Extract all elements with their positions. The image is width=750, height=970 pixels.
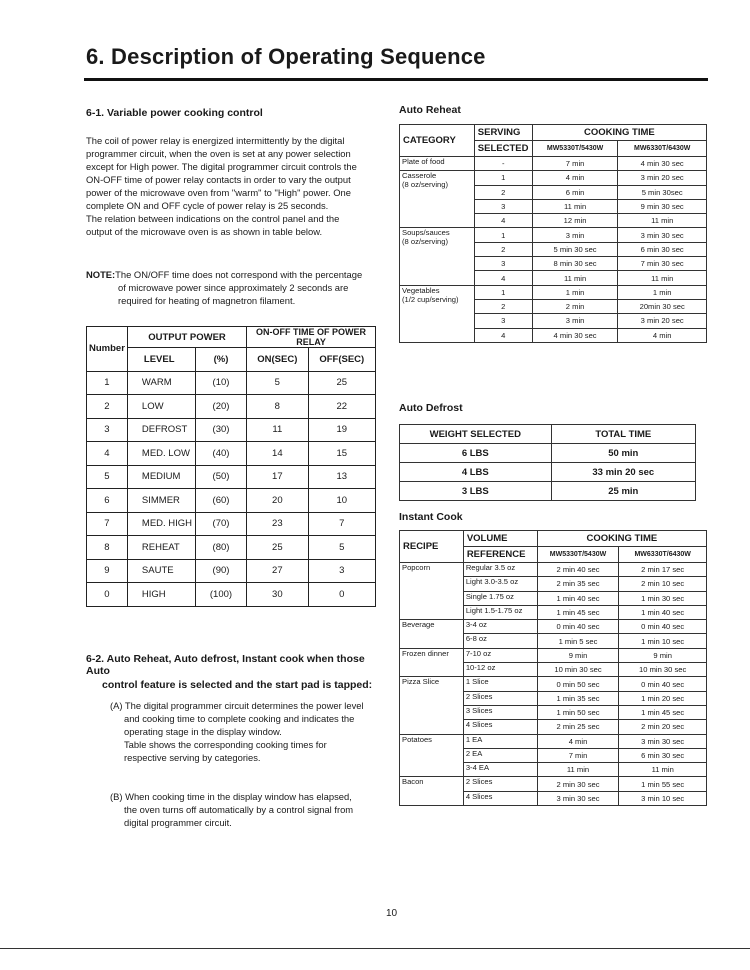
auto-reheat-title: Auto Reheat <box>399 104 461 116</box>
power-on-cell: 27 <box>247 559 308 583</box>
instant-volume-cell: Single 1.75 oz <box>463 591 537 605</box>
reheat-serving-cell: 1 <box>474 171 532 185</box>
instant-time-a-cell: 2 min 40 sec <box>537 563 619 577</box>
reheat-time-b-cell: 3 min 30 sec <box>618 228 707 242</box>
reheat-category-cell <box>400 228 475 285</box>
power-level-cell: REHEAT <box>127 536 195 560</box>
instant-time-a-cell: 9 min <box>537 648 619 662</box>
note-line: of microwave power since approximately 2 seconds are <box>118 282 349 293</box>
instant-row <box>400 777 707 791</box>
reheat-category-name: Plate of food <box>402 157 445 166</box>
power-table-row <box>87 559 376 583</box>
power-on-cell: 11 <box>247 418 308 442</box>
reheat-row <box>400 157 707 171</box>
reheat-category-name: (8 oz/serving) <box>402 237 449 247</box>
reheat-time-b-cell: 6 min 30 sec <box>618 242 707 256</box>
instant-row <box>400 563 707 577</box>
power-number-cell: 6 <box>87 489 128 513</box>
reheat-time-a-cell: 4 min <box>532 171 618 185</box>
reheat-serving-cell: 2 <box>474 185 532 199</box>
instant-time-a-cell: 2 min 30 sec <box>537 777 619 791</box>
reheat-category-name: Vegetables <box>402 285 440 295</box>
reheat-category-name: Soups/sauces <box>402 228 450 238</box>
section-2-heading <box>86 653 386 691</box>
paragraph-line: except for High power. The digital programmer circuit controls the <box>86 161 357 172</box>
power-off-cell: 13 <box>308 465 375 489</box>
power-table-row <box>87 489 376 513</box>
instant-volume-cell: 2 Slices <box>463 777 537 791</box>
power-number-cell: 4 <box>87 442 128 466</box>
power-on-cell: 23 <box>247 512 308 536</box>
a-line: (A) The digital programmer circuit determines the power level <box>110 700 364 711</box>
page-title: 6. Description of Operating Sequence <box>86 44 486 69</box>
instant-time-b-cell: 11 min <box>619 763 707 777</box>
reheat-time-b-cell: 3 min 20 sec <box>618 314 707 328</box>
instant-row <box>400 734 707 748</box>
power-header-pct: (%) <box>195 348 246 372</box>
instant-recipe-cell: Pizza Slice <box>400 677 464 734</box>
instant-time-b-cell: 10 min 30 sec <box>619 663 707 677</box>
instant-time-a-cell: 0 min 40 sec <box>537 620 619 634</box>
power-percent-cell: (80) <box>195 536 246 560</box>
instant-time-a-cell: 3 min 30 sec <box>537 791 619 805</box>
reheat-category-name: (1/2 cup/serving) <box>402 294 459 304</box>
power-header-output: OUTPUT POWER <box>127 327 246 348</box>
reheat-time-b-cell: 11 min <box>618 214 707 228</box>
power-off-cell: 22 <box>308 395 375 419</box>
defrost-header-weight: WEIGHT SELECTED <box>400 425 552 444</box>
power-table-row <box>87 371 376 395</box>
auto-defrost-body <box>400 444 696 501</box>
auto-reheat-body <box>400 157 707 343</box>
paragraph-line: The relation between indications on the control panel and the <box>86 213 340 224</box>
reheat-row <box>400 228 707 242</box>
instant-cook-title: Instant Cook <box>399 511 463 523</box>
reheat-header-serving: SERVING <box>474 125 532 141</box>
power-off-cell: 0 <box>308 583 375 607</box>
instant-time-b-cell: 3 min 10 sec <box>619 791 707 805</box>
instant-volume-cell: 10-12 oz <box>463 663 537 677</box>
power-on-cell: 17 <box>247 465 308 489</box>
paragraph-line: The coil of power relay is energized intermittently by the digital <box>86 135 345 146</box>
reheat-time-a-cell: 12 min <box>532 214 618 228</box>
paragraph-line: complete ON and OFF cycle of power relay is 25 seconds. <box>86 200 329 211</box>
reheat-category-name: (8 oz/serving) <box>402 180 449 190</box>
b-line: (B) When cooking time in the display window has elapsed, <box>110 791 352 802</box>
reheat-time-a-cell: 4 min 30 sec <box>532 328 618 342</box>
power-percent-cell: (100) <box>195 583 246 607</box>
reheat-header-model-a: MW5330T/5430W <box>532 141 618 157</box>
a-line: respective serving by categories. <box>124 752 261 763</box>
power-percent-cell: (40) <box>195 442 246 466</box>
instant-volume-cell: Regular 3.5 oz <box>463 563 537 577</box>
instant-time-a-cell: 1 min 35 sec <box>537 691 619 705</box>
instant-recipe-cell: Potatoes <box>400 734 464 777</box>
instant-time-b-cell: 1 min 40 sec <box>619 605 707 619</box>
instant-time-b-cell: 1 min 20 sec <box>619 691 707 705</box>
paragraph-line: output of the microwave oven is as shown in table below. <box>86 226 323 237</box>
instant-time-a-cell: 0 min 50 sec <box>537 677 619 691</box>
instant-volume-cell: 3-4 EA <box>463 763 537 777</box>
power-level-cell: SAUTE <box>127 559 195 583</box>
power-percent-cell: (90) <box>195 559 246 583</box>
instant-time-b-cell: 1 min 45 sec <box>619 705 707 719</box>
instant-cook-body <box>400 563 707 806</box>
reheat-header-selected: SELECTED <box>474 141 532 157</box>
power-percent-cell: (10) <box>195 371 246 395</box>
reheat-serving-cell: 3 <box>474 314 532 328</box>
defrost-row <box>400 463 696 482</box>
instant-recipe-cell: Popcorn <box>400 563 464 620</box>
instant-volume-cell: 6-8 oz <box>463 634 537 648</box>
instant-time-b-cell: 9 min <box>619 648 707 662</box>
defrost-time-cell: 33 min 20 sec <box>551 463 695 482</box>
power-level-cell: LOW <box>127 395 195 419</box>
power-level-cell: WARM <box>127 371 195 395</box>
instant-header-recipe: RECIPE <box>400 531 464 563</box>
power-table-row <box>87 442 376 466</box>
power-table-row <box>87 536 376 560</box>
power-percent-cell: (70) <box>195 512 246 536</box>
power-off-cell: 25 <box>308 371 375 395</box>
power-percent-cell: (50) <box>195 465 246 489</box>
instant-row <box>400 620 707 634</box>
instant-cook-table <box>399 530 707 806</box>
instant-time-b-cell: 3 min 30 sec <box>619 734 707 748</box>
power-off-cell: 15 <box>308 442 375 466</box>
reheat-category-cell <box>400 171 475 228</box>
instant-time-b-cell: 1 min 55 sec <box>619 777 707 791</box>
power-header-level: LEVEL <box>127 348 195 372</box>
reheat-category-name: Casserole <box>402 171 437 181</box>
instant-volume-cell: Light 1.5-1.75 oz <box>463 605 537 619</box>
instant-header-model-b: MW6330T/6430W <box>619 547 707 563</box>
instant-row <box>400 648 707 662</box>
instant-time-b-cell: 2 min 17 sec <box>619 563 707 577</box>
paragraph-line: programmer circuit, when the oven is set at any power selection <box>86 148 351 159</box>
reheat-time-a-cell: 3 min <box>532 314 618 328</box>
reheat-time-b-cell: 7 min 30 sec <box>618 257 707 271</box>
power-number-cell: 7 <box>87 512 128 536</box>
reheat-serving-cell: 4 <box>474 328 532 342</box>
instant-recipe-cell: Bacon <box>400 777 464 806</box>
power-number-cell: 3 <box>87 418 128 442</box>
power-header-off: OFF(SEC) <box>308 348 375 372</box>
b-line: digital programmer circuit. <box>124 817 232 828</box>
reheat-serving-cell: 3 <box>474 257 532 271</box>
reheat-time-a-cell: 8 min 30 sec <box>532 257 618 271</box>
reheat-time-a-cell: 3 min <box>532 228 618 242</box>
power-level-cell: DEFROST <box>127 418 195 442</box>
reheat-header-cooking: COOKING TIME <box>532 125 706 141</box>
instant-time-b-cell: 6 min 30 sec <box>619 748 707 762</box>
instant-volume-cell: 1 EA <box>463 734 537 748</box>
instant-header-reference: REFERENCE <box>463 547 537 563</box>
instant-row <box>400 677 707 691</box>
instant-time-a-cell: 4 min <box>537 734 619 748</box>
section-2-a <box>110 699 390 764</box>
reheat-header-model-b: MW6330T/6430W <box>618 141 707 157</box>
section-1-paragraph <box>86 134 376 238</box>
power-on-cell: 8 <box>247 395 308 419</box>
auto-reheat-table <box>399 124 707 343</box>
section-1-heading: 6-1. Variable power cooking control <box>86 107 263 119</box>
reheat-row <box>400 171 707 185</box>
reheat-serving-cell: 3 <box>474 199 532 213</box>
power-table-row <box>87 465 376 489</box>
instant-header-cooking: COOKING TIME <box>537 531 706 547</box>
power-level-cell: MED. LOW <box>127 442 195 466</box>
defrost-row <box>400 482 696 501</box>
instant-volume-cell: 1 Slice <box>463 677 537 691</box>
instant-time-a-cell: 1 min 40 sec <box>537 591 619 605</box>
section-2-b <box>110 790 390 829</box>
bottom-rule <box>0 948 750 949</box>
instant-volume-cell: 2 EA <box>463 748 537 762</box>
note-line: required for heating of magnetron filament. <box>118 295 296 306</box>
power-number-cell: 2 <box>87 395 128 419</box>
power-level-cell: HIGH <box>127 583 195 607</box>
instant-time-a-cell: 1 min 50 sec <box>537 705 619 719</box>
power-header-on: ON(SEC) <box>247 348 308 372</box>
auto-defrost-title: Auto Defrost <box>399 402 463 414</box>
power-table-row <box>87 418 376 442</box>
instant-time-b-cell: 2 min 20 sec <box>619 720 707 734</box>
instant-volume-cell: 2 Slices <box>463 691 537 705</box>
reheat-time-b-cell: 5 min 30sec <box>618 185 707 199</box>
title-rule <box>84 78 708 81</box>
power-number-cell: 0 <box>87 583 128 607</box>
defrost-weight-cell: 6 LBS <box>400 444 552 463</box>
reheat-time-b-cell: 1 min <box>618 285 707 299</box>
instant-time-b-cell: 0 min 40 sec <box>619 620 707 634</box>
power-off-cell: 19 <box>308 418 375 442</box>
instant-header-model-a: MW5330T/5430W <box>537 547 619 563</box>
instant-time-a-cell: 1 min 45 sec <box>537 605 619 619</box>
defrost-row <box>400 444 696 463</box>
page-number: 10 <box>386 908 398 919</box>
reheat-time-a-cell: 6 min <box>532 185 618 199</box>
power-off-cell: 3 <box>308 559 375 583</box>
reheat-category-cell <box>400 157 475 171</box>
power-number-cell: 1 <box>87 371 128 395</box>
section-2-heading-line: 6-2. Auto Reheat, Auto defrost, Instant cook when those Auto <box>86 653 365 677</box>
instant-time-a-cell: 2 min 25 sec <box>537 720 619 734</box>
reheat-time-b-cell: 4 min 30 sec <box>618 157 707 171</box>
power-number-cell: 5 <box>87 465 128 489</box>
power-on-cell: 30 <box>247 583 308 607</box>
reheat-time-b-cell: 4 min <box>618 328 707 342</box>
defrost-time-cell: 50 min <box>551 444 695 463</box>
instant-time-a-cell: 1 min 5 sec <box>537 634 619 648</box>
instant-time-a-cell: 2 min 35 sec <box>537 577 619 591</box>
instant-volume-cell: 7-10 oz <box>463 648 537 662</box>
reheat-time-a-cell: 7 min <box>532 157 618 171</box>
paragraph-line: power of the microwave oven from "warm" to "High" power. One <box>86 187 351 198</box>
reheat-time-a-cell: 1 min <box>532 285 618 299</box>
reheat-serving-cell: 1 <box>474 285 532 299</box>
section-2-heading-line: control feature is selected and the start pad is tapped: <box>102 679 373 691</box>
power-on-cell: 14 <box>247 442 308 466</box>
power-percent-cell: (20) <box>195 395 246 419</box>
instant-volume-cell: 4 Slices <box>463 720 537 734</box>
instant-volume-cell: Light 3.0-3.5 oz <box>463 577 537 591</box>
reheat-time-a-cell: 2 min <box>532 299 618 313</box>
power-off-cell: 10 <box>308 489 375 513</box>
instant-recipe-cell: Frozen dinner <box>400 648 464 677</box>
power-on-cell: 20 <box>247 489 308 513</box>
note-label: NOTE: <box>86 269 116 280</box>
power-table-body <box>87 371 376 606</box>
power-table-row <box>87 395 376 419</box>
reheat-header-category: CATEGORY <box>400 125 475 157</box>
instant-time-a-cell: 11 min <box>537 763 619 777</box>
instant-time-b-cell: 2 min 10 sec <box>619 577 707 591</box>
power-level-cell: SIMMER <box>127 489 195 513</box>
reheat-time-a-cell: 5 min 30 sec <box>532 242 618 256</box>
instant-time-a-cell: 10 min 30 sec <box>537 663 619 677</box>
a-line: operating stage in the display window. <box>124 726 282 737</box>
reheat-row <box>400 285 707 299</box>
defrost-weight-cell: 4 LBS <box>400 463 552 482</box>
instant-time-b-cell: 0 min 40 sec <box>619 677 707 691</box>
defrost-time-cell: 25 min <box>551 482 695 501</box>
power-table-row <box>87 583 376 607</box>
reheat-serving-cell: 2 <box>474 299 532 313</box>
power-number-cell: 9 <box>87 559 128 583</box>
note-line: The ON/OFF time does not correspond with the percentage <box>115 269 363 280</box>
power-table-row <box>87 512 376 536</box>
defrost-header-total: TOTAL TIME <box>551 425 695 444</box>
reheat-serving-cell: 1 <box>474 228 532 242</box>
power-on-cell: 5 <box>247 371 308 395</box>
note-block <box>86 268 386 307</box>
a-line: Table shows the corresponding cooking times for <box>124 739 327 750</box>
power-off-cell: 5 <box>308 536 375 560</box>
reheat-time-b-cell: 3 min 20 sec <box>618 171 707 185</box>
power-number-cell: 8 <box>87 536 128 560</box>
b-line: the oven turns off automatically by a control signal from <box>124 804 354 815</box>
instant-time-a-cell: 7 min <box>537 748 619 762</box>
reheat-serving-cell: 2 <box>474 242 532 256</box>
reheat-serving-cell: 4 <box>474 271 532 285</box>
instant-recipe-cell: Beverage <box>400 620 464 649</box>
a-line: and cooking time to complete cooking and indicates the <box>124 713 355 724</box>
reheat-category-cell <box>400 285 475 342</box>
reheat-time-b-cell: 20min 30 sec <box>618 299 707 313</box>
reheat-time-a-cell: 11 min <box>532 271 618 285</box>
power-level-cell: MEDIUM <box>127 465 195 489</box>
auto-defrost-table <box>399 424 696 501</box>
power-level-cell: MED. HIGH <box>127 512 195 536</box>
reheat-serving-cell: - <box>474 157 532 171</box>
power-percent-cell: (30) <box>195 418 246 442</box>
instant-header-volume: VOLUME <box>463 531 537 547</box>
power-header-number: Number <box>87 327 128 372</box>
power-header-onoff: ON-OFF TIME OF POWER RELAY <box>247 327 376 348</box>
instant-time-b-cell: 1 min 10 sec <box>619 634 707 648</box>
power-on-cell: 25 <box>247 536 308 560</box>
power-table <box>86 326 376 607</box>
instant-volume-cell: 4 Slices <box>463 791 537 805</box>
reheat-serving-cell: 4 <box>474 214 532 228</box>
power-percent-cell: (60) <box>195 489 246 513</box>
paragraph-line: ON-OFF time of power relay contacts in order to vary the output <box>86 174 351 185</box>
defrost-weight-cell: 3 LBS <box>400 482 552 501</box>
instant-volume-cell: 3 Slices <box>463 705 537 719</box>
instant-volume-cell: 3-4 oz <box>463 620 537 634</box>
instant-time-b-cell: 1 min 30 sec <box>619 591 707 605</box>
reheat-time-b-cell: 9 min 30 sec <box>618 199 707 213</box>
reheat-time-a-cell: 11 min <box>532 199 618 213</box>
power-off-cell: 7 <box>308 512 375 536</box>
reheat-time-b-cell: 11 min <box>618 271 707 285</box>
